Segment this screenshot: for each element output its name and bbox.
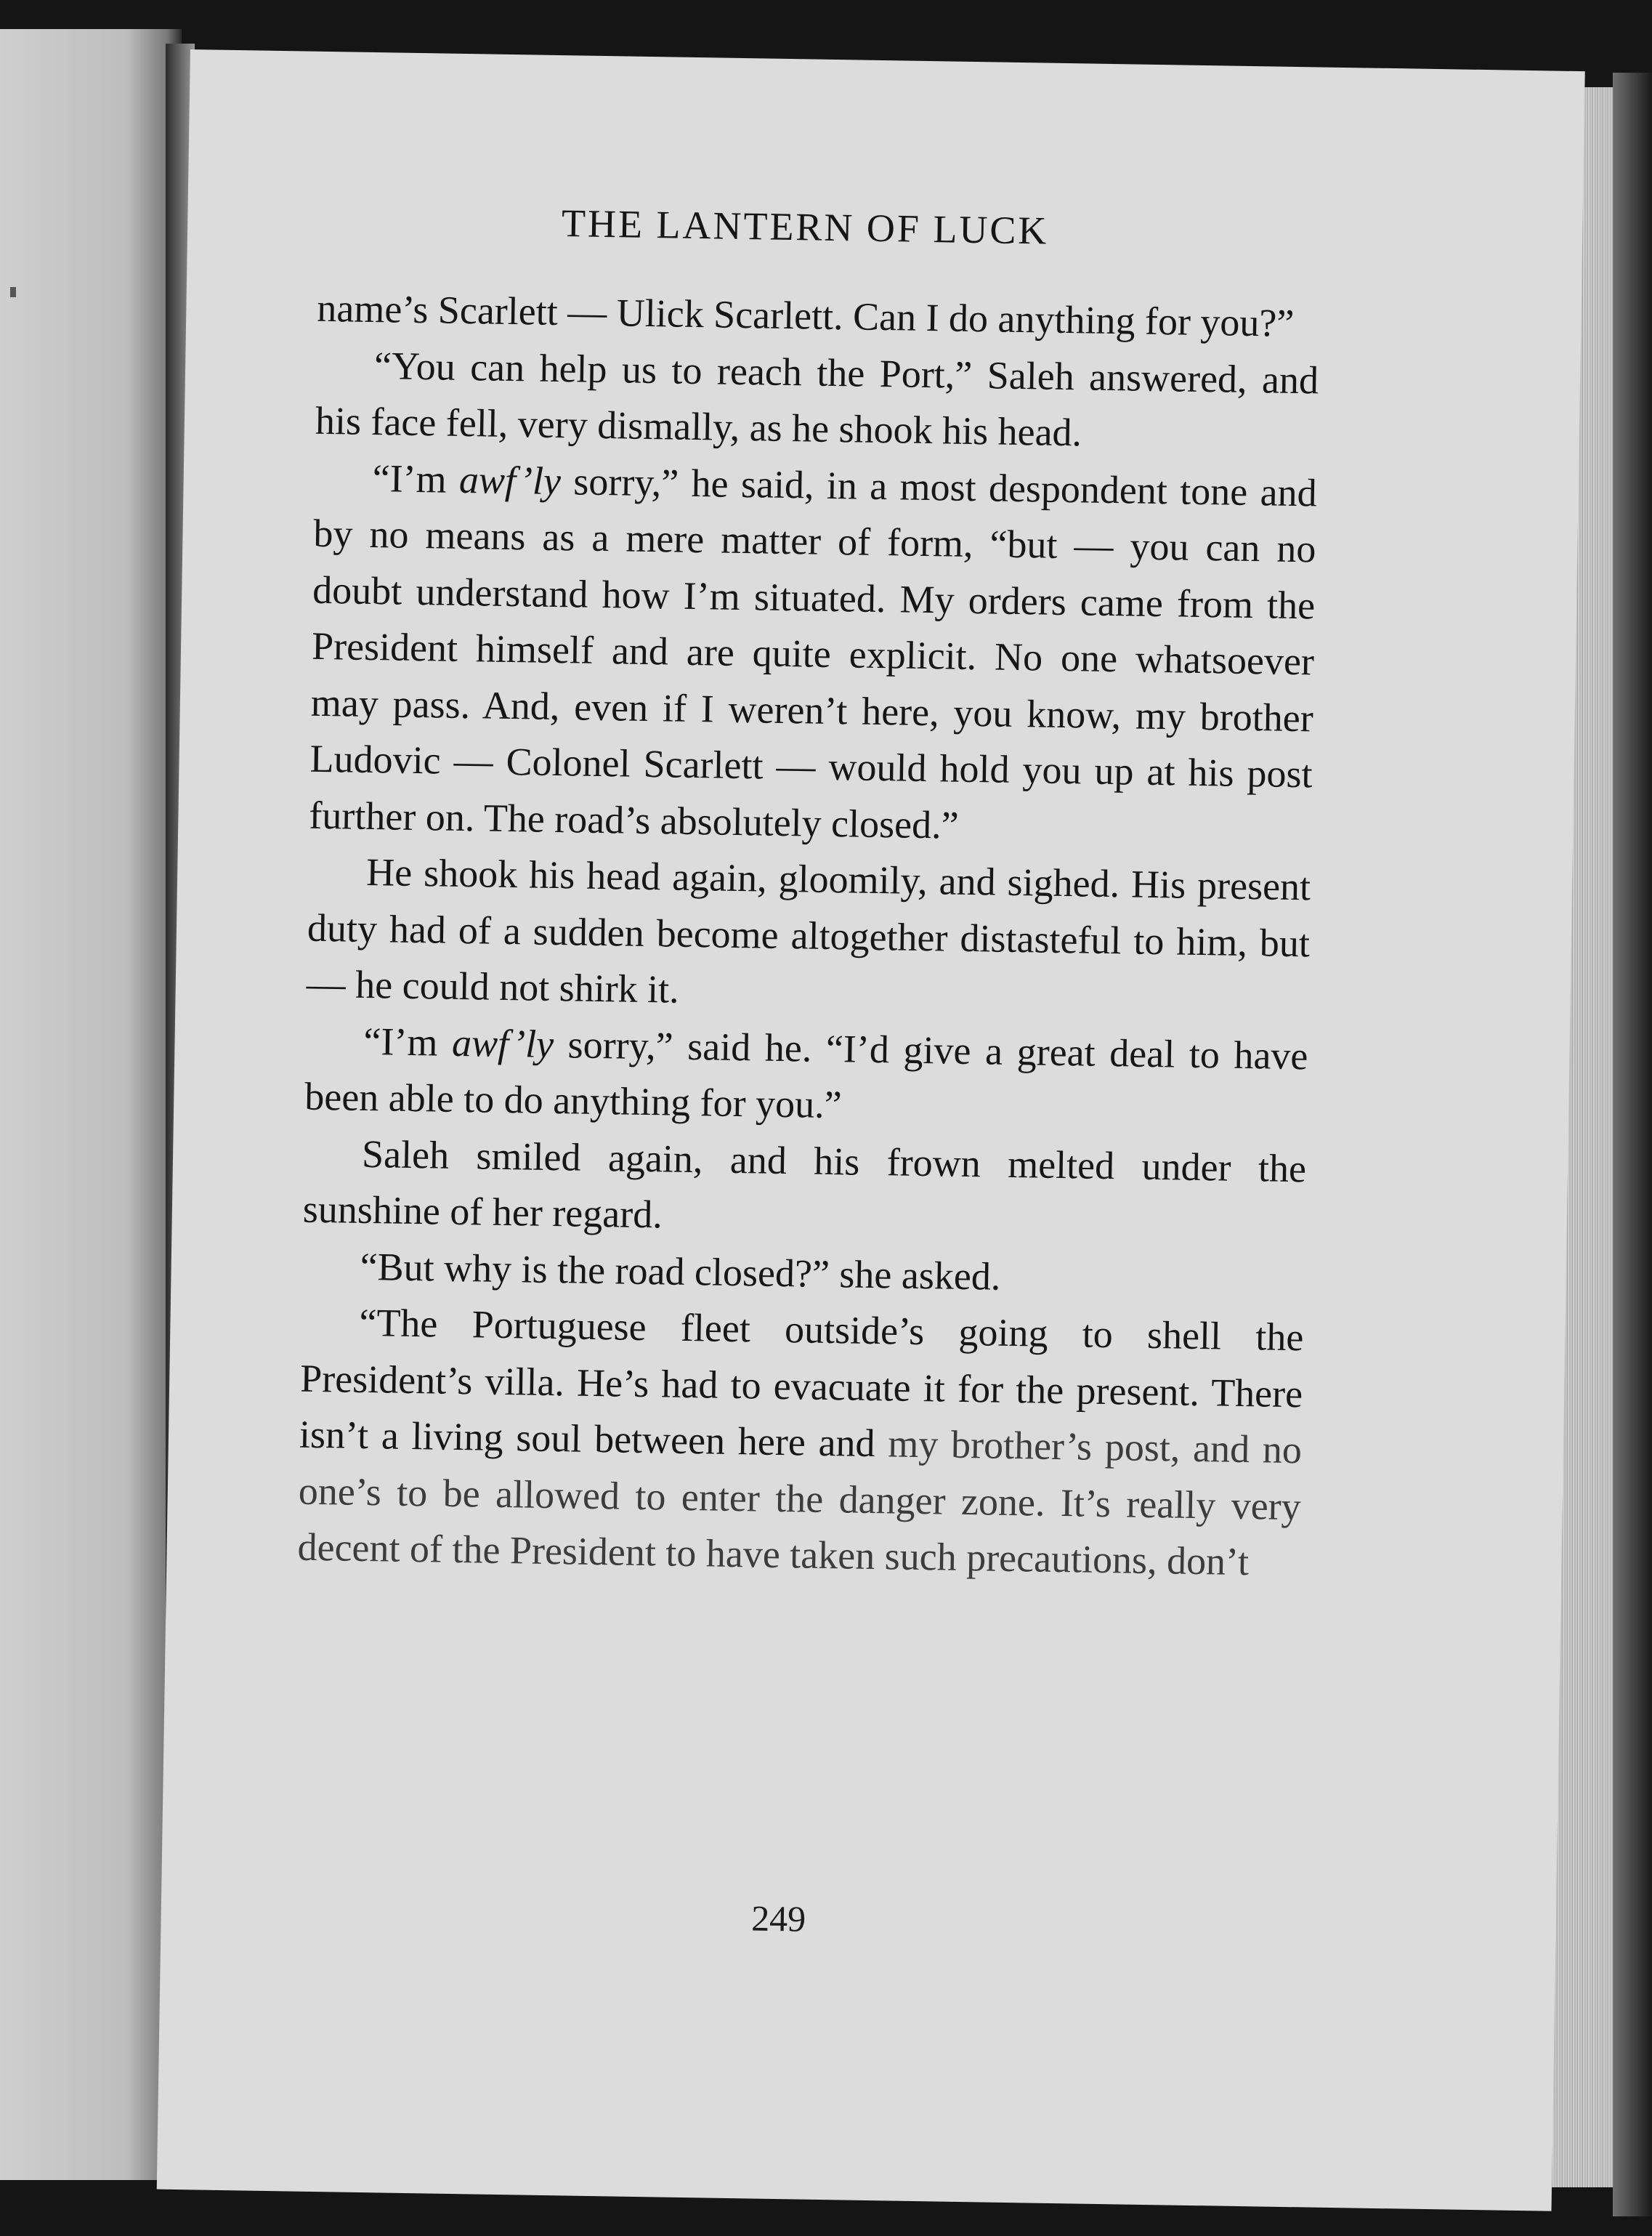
page-text (297, 280, 1320, 1591)
page-number: 249 (750, 1897, 806, 1940)
paragraph (297, 1294, 1304, 1591)
italic-word: awf’ly (451, 1020, 554, 1066)
paragraph (309, 449, 1317, 859)
running-title: THE LANTERN OF LUCK (561, 201, 1049, 253)
book-page (157, 49, 1585, 2211)
text-run: “I’m (363, 1019, 453, 1065)
text-run: “I’m (372, 456, 460, 501)
left-page-edge (0, 29, 182, 2180)
faded-text-run: my brother’s post, and no one’s to be allowed to enter the danger zone. It’s really very decent of the President to have taken such precautions, don’t (297, 1421, 1303, 1584)
text-run: “The Portuguese fleet outside’s going to shell the President’s villa. He’s had to evacuate it for the present. There isn’t a living soul between here and (299, 1300, 1304, 1466)
paragraph: Saleh smiled again, and his frown melted under the sunshine of her regard. (302, 1131, 1307, 1237)
book-edge-shadow (1613, 73, 1652, 2216)
paragraph-continuation: name’s Scarlett — Ulick Scarlett. Can I do anything for you?” (316, 286, 1295, 345)
paragraph (304, 1012, 1308, 1141)
paragraph: He shook his head again, gloomily, and sighed. His present duty had of a sudden become altogether distasteful to him, but — he could not shirk it. (306, 849, 1311, 1012)
margin-mark (10, 287, 16, 297)
paragraph: “You can help us to reach the Port,” Saleh answered, and his face fell, very dismally, as he shook his head. (315, 343, 1319, 455)
text-run: sorry,” he said, in a most despondent tone and by no means as a mere matter of form, “but — you can no doubt understand how I’m situated. My orders came from the President himself and are quite explicit. No one whatsoever may pass. And, even if I weren’t here, you know, my brother Ludovic — Colonel Scarlett — would hold you up at his post further on. The road’s absolutely closed.” (309, 459, 1318, 847)
italic-word: awf’ly (458, 457, 562, 503)
paragraph: “But why is the road closed?” she asked. (360, 1244, 1001, 1299)
text-run: sorry,” said he. “I’d give a great deal to have been able to do anything for you.” (304, 1022, 1308, 1127)
